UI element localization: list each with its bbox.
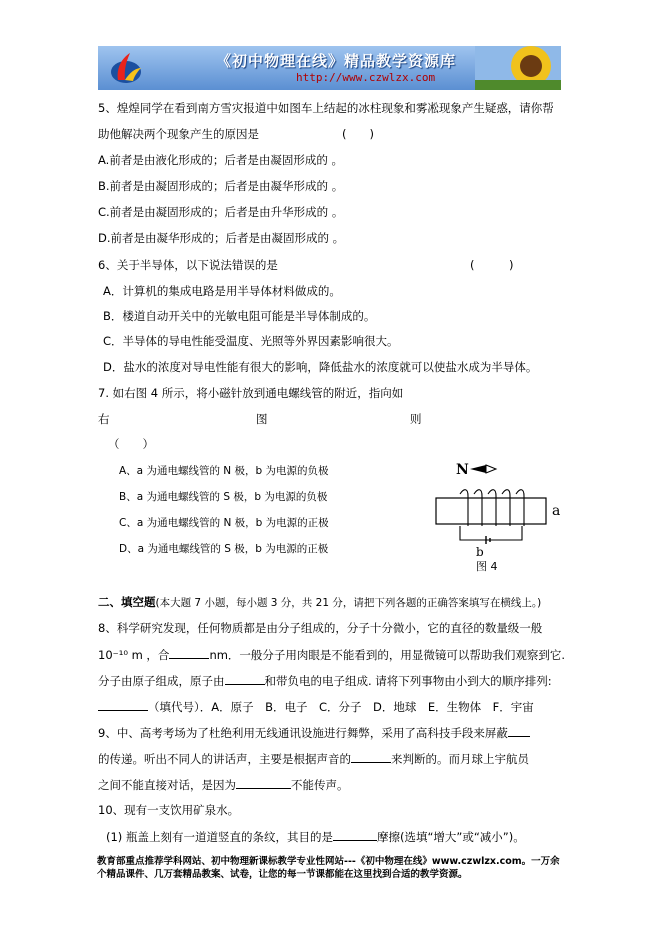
q6-stem: 6、关于半导体，以下说法错误的是 [98, 258, 278, 272]
q8-line-2-a: 10⁻¹⁰ m ，合 [98, 648, 170, 662]
section-2-desc: (本大题 7 小题，每小题 3 分，共 21 分，请把下列各题的正确答案填写在横线上。) [155, 597, 542, 609]
q8-line-4-text: （填代号）．A．原子 B．电子 C．分子 D．地球 E．生物体 F．宇宙 [148, 700, 534, 714]
q9-line-1 [98, 725, 530, 740]
q9-line-2-a: 的传递。听出不同人的讲话声，主要是根据声音的 [98, 752, 351, 766]
q5-option-a: A.前者是由液化形成的；后者是由凝固形成的 。 [98, 153, 343, 167]
q9-line-3-a: 之间不能直接对话，是因为 [98, 778, 236, 792]
q6-answer-bracket: ( ) [470, 258, 514, 272]
q8-line-3 [98, 673, 552, 688]
q5-option-d: D.前者是由凝华形成的；后者是由凝固形成的 。 [98, 231, 345, 245]
q6-option-a: A．计算机的集成电路是用半导体材料做成的。 [103, 284, 341, 298]
q10-stem: 10、现有一支饮用矿泉水。 [98, 803, 240, 817]
q8-line-3-a: 分子由原子组成，原子由 [98, 674, 225, 688]
q9-line-3-b: 不能传声。 [291, 778, 349, 792]
section-2-title: 二、填空题 [98, 595, 156, 609]
q5-stem: 5、煌煌同学在看到南方雪灾报道中如图车上结起的冰柱现象和雾凇现象产生疑惑，请你帮 [98, 101, 554, 115]
fig-label-b: b [476, 545, 484, 559]
q8-blank-order[interactable] [98, 699, 148, 711]
q8-line-1: 8、科学研究发现，任何物质都是由分子组成的，分子十分微小，它的直径的数量级一般 [98, 621, 543, 635]
circuit-wire [460, 526, 522, 540]
q9-blank-vacuum[interactable] [236, 777, 291, 789]
sunflower-icon [475, 46, 561, 90]
q7-option-a: A、a 为通电螺线管的 N 极，b 为电源的负极 [119, 465, 329, 477]
q6-option-b: B．楼道自动开关中的光敏电阻可能是半导体制成的。 [103, 309, 376, 323]
site-logo-icon [108, 50, 144, 86]
q5-option-c: C.前者是由凝固形成的；后者是由升华形成的 。 [98, 205, 344, 219]
q10-part-1 [106, 829, 525, 844]
q6-option-c: C．半导体的导电性能受温度、光照等外界因素影响很大。 [103, 334, 399, 348]
solenoid-figure [430, 460, 570, 572]
solenoid-core [436, 498, 546, 524]
footer-line-1: 教育部重点推荐学科网站、初中物理新课标教学专业性网站---《初中物理在线》www.czwlzx.com。一万余 [97, 856, 560, 867]
footer-line-2: 个精品课件、几万套精品教案、试卷，让您的每一节课都能在这里找到合适的教学资源。 [97, 869, 468, 880]
q8-line-3-b: 和带负电的电子组成. 请将下列事物由小到大的顺序排列: [264, 674, 552, 688]
coil-windings [460, 490, 524, 526]
q9-line-1-text: 9、中、高考考场为了杜绝利用无线通讯设施进行舞弊，采用了高科技手段来屏蔽 [98, 726, 508, 740]
q8-line-4 [98, 699, 534, 714]
banner-title: 《初中物理在线》精品教学资源库 [216, 52, 457, 70]
q7-word-you: 右 [98, 412, 110, 426]
q6-option-d: D．盐水的浓度对导电性能有很大的影响，降低盐水的浓度就可以使盐水成为半导体。 [103, 360, 538, 374]
q7-word-tu: 图 [256, 412, 268, 426]
q9-blank-signal[interactable] [508, 725, 530, 737]
q5-answer-bracket: ( ) [342, 127, 374, 141]
q7-word-ze: 则 [410, 412, 422, 426]
compass-needle-icon [470, 465, 486, 473]
q7-option-d: D、a 为通电螺线管的 S 极，b 为电源的正极 [119, 543, 329, 555]
q10-blank-friction[interactable] [333, 829, 377, 841]
section-2-heading [98, 595, 541, 610]
q10-part-1-a: (1) 瓶盖上刻有一道道竖直的条纹，其目的是 [106, 830, 333, 844]
fig-caption: 图 4 [476, 560, 498, 572]
banner-url[interactable]: http://www.czwlzx.com [296, 71, 436, 84]
q5-stem-2: 助他解决两个现象产生的原因是 [98, 127, 259, 141]
q5-option-b: B.前者是由凝固形成的；后者是由凝华形成的 。 [98, 179, 344, 193]
q7-answer-bracket: （ ） [108, 437, 154, 451]
header-banner [98, 46, 561, 90]
fig-label-a: a [552, 503, 561, 519]
q8-blank-nucleus[interactable] [225, 673, 265, 685]
q9-blank-timbre[interactable] [351, 751, 391, 763]
q9-line-2 [98, 751, 529, 766]
q7-option-b: B、a 为通电螺线管的 S 极，b 为电源的负极 [119, 491, 328, 503]
q8-line-2 [98, 647, 565, 662]
q7-stem: 7. 如右图 4 所示，将小磁针放到通电螺线管的附近，指向如 [98, 386, 404, 400]
q9-line-3 [98, 777, 349, 792]
q9-line-2-b: 来判断的。而月球上宇航员 [391, 752, 529, 766]
q8-blank-nm[interactable] [169, 647, 209, 659]
q10-part-1-b: 摩擦(选填“增大”或“减小”)。 [376, 830, 525, 844]
fig-label-n: N [456, 462, 469, 478]
q7-option-c: C、a 为通电螺线管的 N 极，b 为电源的正极 [119, 517, 329, 529]
q8-line-2-b: nm．一般分子用肉眼是不能看到的，用显微镜可以帮助我们观察到它. [209, 648, 566, 662]
